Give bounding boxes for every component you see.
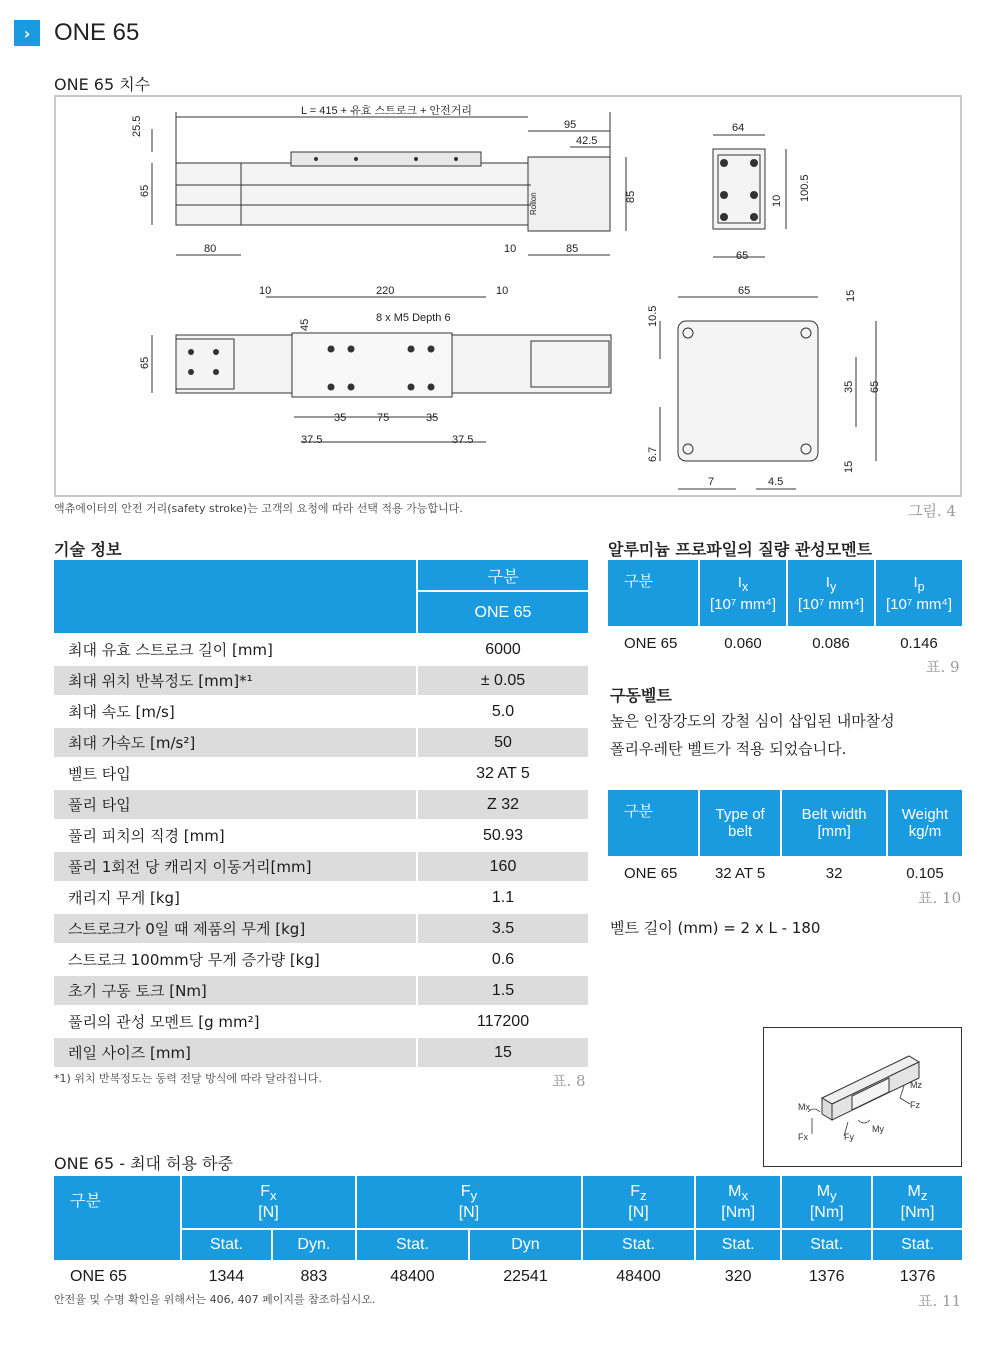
- loads-value: 1376: [899, 1268, 936, 1285]
- loads-subhead: Stat.: [209, 1236, 243, 1253]
- svg-text:37.5: 37.5: [301, 434, 323, 446]
- svg-text:15: 15: [843, 460, 855, 473]
- svg-text:Fy: Fy: [844, 1132, 854, 1142]
- tech-row-value: 50: [494, 733, 512, 751]
- tech-row-label: 최대 속도 [m/s]: [68, 703, 175, 721]
- svg-text:85: 85: [625, 190, 637, 203]
- loads-row-model: ONE 65: [70, 1268, 127, 1285]
- svg-text:65: 65: [139, 356, 151, 369]
- loads-subhead: Stat.: [810, 1236, 844, 1253]
- svg-text:Fx: Fx: [798, 1132, 808, 1142]
- svg-text:42.5: 42.5: [576, 135, 598, 147]
- tech-info-title: 기술 정보: [54, 540, 122, 559]
- inertia-row-model: ONE 65: [624, 634, 678, 652]
- loads-subhead: Stat.: [395, 1236, 429, 1253]
- loads-subhead: Stat.: [721, 1236, 755, 1253]
- inertia-ip-value: 0.146: [900, 634, 938, 652]
- tech-row-value: 32 AT 5: [476, 764, 530, 782]
- loads-header-mx: $M_x$ [Nm]: [721, 1182, 756, 1222]
- loads-subhead: Stat.: [901, 1236, 934, 1253]
- svg-text:45: 45: [299, 318, 311, 331]
- svg-text:35: 35: [334, 412, 347, 424]
- page-title: ONE 65: [54, 19, 140, 46]
- tech-row-label: 초기 구동 토크 [Nm]: [68, 982, 207, 1000]
- tech-table-label: 표. 8: [552, 1072, 586, 1090]
- tech-footnote: *1) 위치 반복정도는 동력 전달 방식에 따라 달라집니다.: [54, 1072, 322, 1085]
- inertia-table-label: 표. 9: [926, 658, 960, 676]
- svg-text:10: 10: [496, 285, 509, 297]
- loads-value: 48400: [616, 1268, 661, 1285]
- svg-text:100.5: 100.5: [799, 174, 811, 202]
- svg-text:10.5: 10.5: [647, 305, 659, 327]
- inertia-iy-value: 0.086: [812, 634, 850, 652]
- tech-header-model: ONE 65: [418, 592, 588, 633]
- technical-drawing: [56, 97, 960, 495]
- loads-table: [52, 1174, 964, 1294]
- belt-title: 구동벨트: [610, 686, 672, 705]
- svg-text:65: 65: [869, 380, 881, 393]
- tech-row-value: 15: [494, 1043, 512, 1061]
- belt-row-model: ONE 65: [624, 864, 678, 882]
- belt-desc-line1: 높은 인장강도의 강철 심이 삽입된 내마찰성: [610, 712, 895, 730]
- brand-logo: Rollon: [529, 192, 538, 215]
- loads-header-my: $M_y$ [Nm]: [809, 1182, 844, 1222]
- loads-value: 48400: [390, 1268, 435, 1285]
- tech-row-label: 최대 유효 스트로크 길이 [mm]: [68, 641, 273, 659]
- svg-text:25.5: 25.5: [131, 115, 143, 137]
- tech-row-value: 0.6: [491, 950, 515, 968]
- tech-header-blank: [54, 560, 416, 633]
- svg-text:80: 80: [204, 243, 217, 255]
- dim-length-text: L = 415 + 유효 스트로크 + 안전거리: [301, 105, 472, 117]
- belt-length-formula: 벨트 길이 (mm) = 2 x L - 180: [610, 919, 821, 937]
- belt-desc-line2: 폴리우레탄 벨트가 적용 되었습니다.: [610, 740, 847, 758]
- svg-text:35: 35: [843, 380, 855, 393]
- figure-label: 그림. 4: [908, 502, 957, 520]
- loads-value: 22541: [503, 1268, 548, 1285]
- loads-header-group: 구분: [70, 1193, 101, 1210]
- loads-value: 1376: [808, 1268, 845, 1285]
- inertia-header-ip: $I_p$ [10⁷ mm⁴]: [885, 573, 953, 613]
- page-header: [14, 18, 139, 48]
- tech-row-label: 캐리지 무게 [kg]: [68, 889, 180, 907]
- moment-diagram: [763, 1027, 962, 1167]
- belt-header-group: 구분: [624, 803, 653, 820]
- loads-note: 안전율 및 수명 확인을 위해서는 406, 407 페이지를 참조하십시오.: [54, 1293, 376, 1306]
- svg-text:10: 10: [771, 194, 783, 207]
- tech-row-label: 풀리 타입: [68, 796, 131, 814]
- tech-row-label: 스트로크 100mm당 무게 증가량 [kg]: [68, 951, 320, 969]
- inertia-header-group: 구분: [624, 573, 653, 590]
- svg-text:10: 10: [504, 243, 517, 255]
- loads-subhead: Dyn.: [297, 1236, 331, 1253]
- tech-row-value: ± 0.05: [480, 671, 526, 689]
- svg-text:35: 35: [426, 412, 439, 424]
- dimensions-note: 액츄에이터의 안전 거리(safety stroke)는 고객의 요청에 따라 선택 적용 가능합니다.: [54, 502, 463, 515]
- loads-header-fy: $F_y$ [N]: [458, 1182, 480, 1222]
- svg-text:7: 7: [708, 476, 715, 488]
- tech-row-value: 3.5: [491, 919, 515, 937]
- belt-table-label: 표. 10: [918, 889, 962, 907]
- tech-row-value: 160: [489, 857, 517, 875]
- svg-text:95: 95: [564, 119, 577, 131]
- tech-row-label: 벨트 타입: [68, 765, 131, 783]
- tech-row-label: 풀리 피치의 직경 [mm]: [68, 827, 225, 845]
- svg-text:220: 220: [376, 285, 395, 297]
- loads-value: 1344: [208, 1268, 245, 1285]
- tech-row-value: 1.5: [491, 981, 515, 999]
- svg-text:Mx: Mx: [798, 1102, 810, 1112]
- loads-value: 883: [300, 1268, 328, 1285]
- svg-text:65: 65: [736, 250, 749, 262]
- loads-value: 320: [724, 1268, 752, 1285]
- tech-row-label: 레일 사이즈 [mm]: [68, 1044, 191, 1062]
- tech-row-value: 6000: [485, 640, 521, 658]
- tech-row-value: 117200: [476, 1012, 530, 1030]
- tech-row-label: 최대 위치 반복정도 [mm]*¹: [68, 672, 253, 690]
- svg-text:75: 75: [377, 412, 390, 424]
- svg-text:65: 65: [139, 184, 151, 197]
- dimensions-title: ONE 65 치수: [54, 75, 151, 94]
- tech-row-value: Z 32: [486, 795, 519, 813]
- inertia-header-ix: $I_x$ [10⁷ mm⁴]: [709, 573, 777, 613]
- load-axes-diagram: [764, 1028, 961, 1166]
- chevron-right-icon: ›: [14, 20, 40, 46]
- loads-subhead: Stat.: [622, 1236, 655, 1253]
- svg-text:65: 65: [738, 285, 751, 297]
- tech-row-value: 1.1: [491, 888, 515, 906]
- svg-text:4.5: 4.5: [768, 476, 784, 488]
- svg-text:6.7: 6.7: [647, 446, 659, 462]
- svg-text:8 x M5 Depth 6: 8 x M5 Depth 6: [376, 312, 451, 324]
- svg-text:64: 64: [732, 122, 745, 134]
- svg-text:37.5: 37.5: [452, 434, 474, 446]
- loads-subhead: Dyn: [511, 1236, 540, 1253]
- loads-header-fx: $F_x$ [N]: [258, 1182, 279, 1222]
- inertia-title: 알루미늄 프로파일의 질량 관성모멘트: [608, 540, 873, 559]
- inertia-ix-value: 0.060: [724, 634, 762, 652]
- loads-header-mz: $M_z$ [Nm]: [900, 1182, 935, 1222]
- tech-row-label: 스트로크가 0일 때 제품의 무게 [kg]: [68, 920, 306, 938]
- tech-row-value: 5.0: [491, 702, 515, 720]
- belt-header-weight: Weight kg/m: [901, 806, 949, 840]
- belt-weight-value: 0.105: [906, 864, 944, 882]
- loads-table-label: 표. 11: [918, 1292, 962, 1310]
- tech-row-value: 50.93: [482, 826, 524, 844]
- svg-text:10: 10: [259, 285, 272, 297]
- inertia-table: [606, 558, 964, 660]
- svg-text:85: 85: [566, 243, 579, 255]
- svg-text:15: 15: [845, 289, 857, 302]
- belt-header-width: Belt width [mm]: [801, 806, 867, 840]
- inertia-header-iy: $I_y$ [10⁷ mm⁴]: [797, 573, 865, 613]
- belt-type-value: 32 AT 5: [714, 864, 766, 882]
- tech-header-group: 구분: [418, 560, 588, 590]
- tech-row-label: 풀리의 관성 모멘트 [g mm²]: [68, 1013, 260, 1031]
- dimension-drawing: [54, 95, 962, 497]
- belt-table: [606, 788, 964, 890]
- belt-header-type: Type of belt: [715, 806, 765, 840]
- tech-info-table: [52, 558, 590, 1069]
- loads-title: ONE 65 - 최대 허용 하중: [54, 1154, 233, 1173]
- belt-width-value: 32: [825, 864, 843, 882]
- tech-row-label: 풀리 1회전 당 캐리지 이동거리[mm]: [68, 858, 312, 876]
- tech-row-label: 최대 가속도 [m/s²]: [68, 734, 196, 752]
- svg-text:My: My: [872, 1124, 884, 1134]
- loads-header-fz: $F_z$ [N]: [628, 1182, 649, 1222]
- svg-text:Fz: Fz: [910, 1100, 920, 1110]
- svg-text:Mz: Mz: [910, 1080, 922, 1090]
